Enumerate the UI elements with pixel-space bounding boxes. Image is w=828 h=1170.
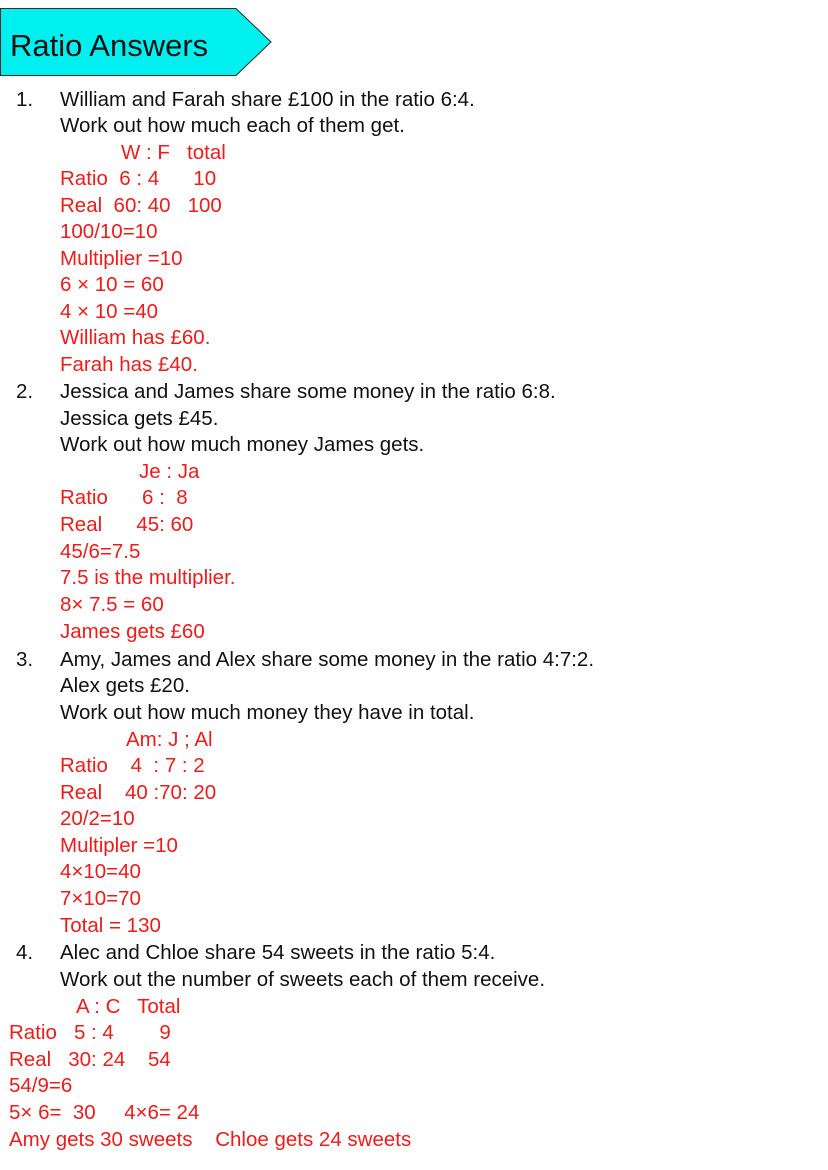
q2-ratio-header: Je : Ja bbox=[139, 460, 200, 483]
question-1-prompt-line-2: Work out how much each of them get. bbox=[60, 114, 405, 137]
q2-answer-line: James gets £60 bbox=[60, 620, 205, 643]
q2-working-line: 7.5 is the multiplier. bbox=[60, 566, 236, 589]
q1-working-line: 6 × 10 = 60 bbox=[60, 273, 164, 296]
question-2-prompt-line-3: Work out how much money James gets. bbox=[60, 433, 425, 456]
q4-answer-line: Amy gets 30 sweets Chloe gets 24 sweets bbox=[9, 1128, 412, 1151]
q3-answer-line: Total = 130 bbox=[60, 914, 161, 937]
q1-working-line: Multiplier =10 bbox=[60, 247, 183, 270]
q4-ratio-header: A : C Total bbox=[76, 995, 181, 1018]
q1-ratio-row: Ratio 6 : 4 10 bbox=[60, 167, 217, 190]
question-4-prompt-line-2: Work out the number of sweets each of them receive. bbox=[60, 968, 546, 991]
q3-ratio-header: Am: J ; Al bbox=[126, 728, 213, 751]
q4-real-row: Real 30: 24 54 bbox=[9, 1048, 171, 1071]
q4-ratio-row: Ratio 5 : 4 9 bbox=[9, 1021, 171, 1044]
q2-real-row: Real 45: 60 bbox=[60, 513, 194, 536]
q2-working-line: 8× 7.5 = 60 bbox=[60, 593, 164, 616]
q4-working-line: 5× 6= 30 4×6= 24 bbox=[9, 1101, 200, 1124]
q2-working-line: 45/6=7.5 bbox=[60, 540, 141, 563]
question-3-prompt-line-1: Amy, James and Alex share some money in the ratio 4:7:2. bbox=[60, 648, 595, 671]
question-2-prompt-line-1: Jessica and James share some money in the ratio 6:8. bbox=[60, 380, 556, 403]
question-1-prompt-line-1: William and Farah share £100 in the ratio 6:4. bbox=[60, 88, 475, 111]
q3-real-row: Real 40 :70: 20 bbox=[60, 781, 217, 804]
q1-ratio-header: W : F total bbox=[121, 141, 226, 164]
q3-working-line: 20/2=10 bbox=[60, 807, 135, 830]
question-3-prompt-line-3: Work out how much money they have in total. bbox=[60, 701, 475, 724]
question-1-number: 1. bbox=[16, 88, 34, 111]
question-3-number: 3. bbox=[16, 648, 34, 671]
q4-working-line: 54/9=6 bbox=[9, 1074, 73, 1097]
title-banner bbox=[0, 8, 272, 76]
question-3-prompt-line-2: Alex gets £20. bbox=[60, 674, 190, 697]
q1-working-line: 100/10=10 bbox=[60, 220, 158, 243]
q2-ratio-row: Ratio 6 : 8 bbox=[60, 486, 188, 509]
q1-real-row: Real 60: 40 100 bbox=[60, 194, 222, 217]
question-4-prompt-line-1: Alec and Chloe share 54 sweets in the ratio 5:4. bbox=[60, 941, 496, 964]
q1-working-line: 4 × 10 =40 bbox=[60, 300, 159, 323]
question-2-number: 2. bbox=[16, 380, 34, 403]
q3-ratio-row: Ratio 4 : 7 : 2 bbox=[60, 754, 205, 777]
q3-working-line: 7×10=70 bbox=[60, 887, 141, 910]
question-4-number: 4. bbox=[16, 941, 34, 964]
q3-working-line: Multipler =10 bbox=[60, 834, 178, 857]
q1-answer-line: William has £60. bbox=[60, 326, 211, 349]
question-2-prompt-line-2: Jessica gets £45. bbox=[60, 407, 219, 430]
q3-working-line: 4×10=40 bbox=[60, 860, 141, 883]
page-title: Ratio Answers bbox=[10, 28, 209, 63]
q1-answer-line: Farah has £40. bbox=[60, 353, 198, 376]
